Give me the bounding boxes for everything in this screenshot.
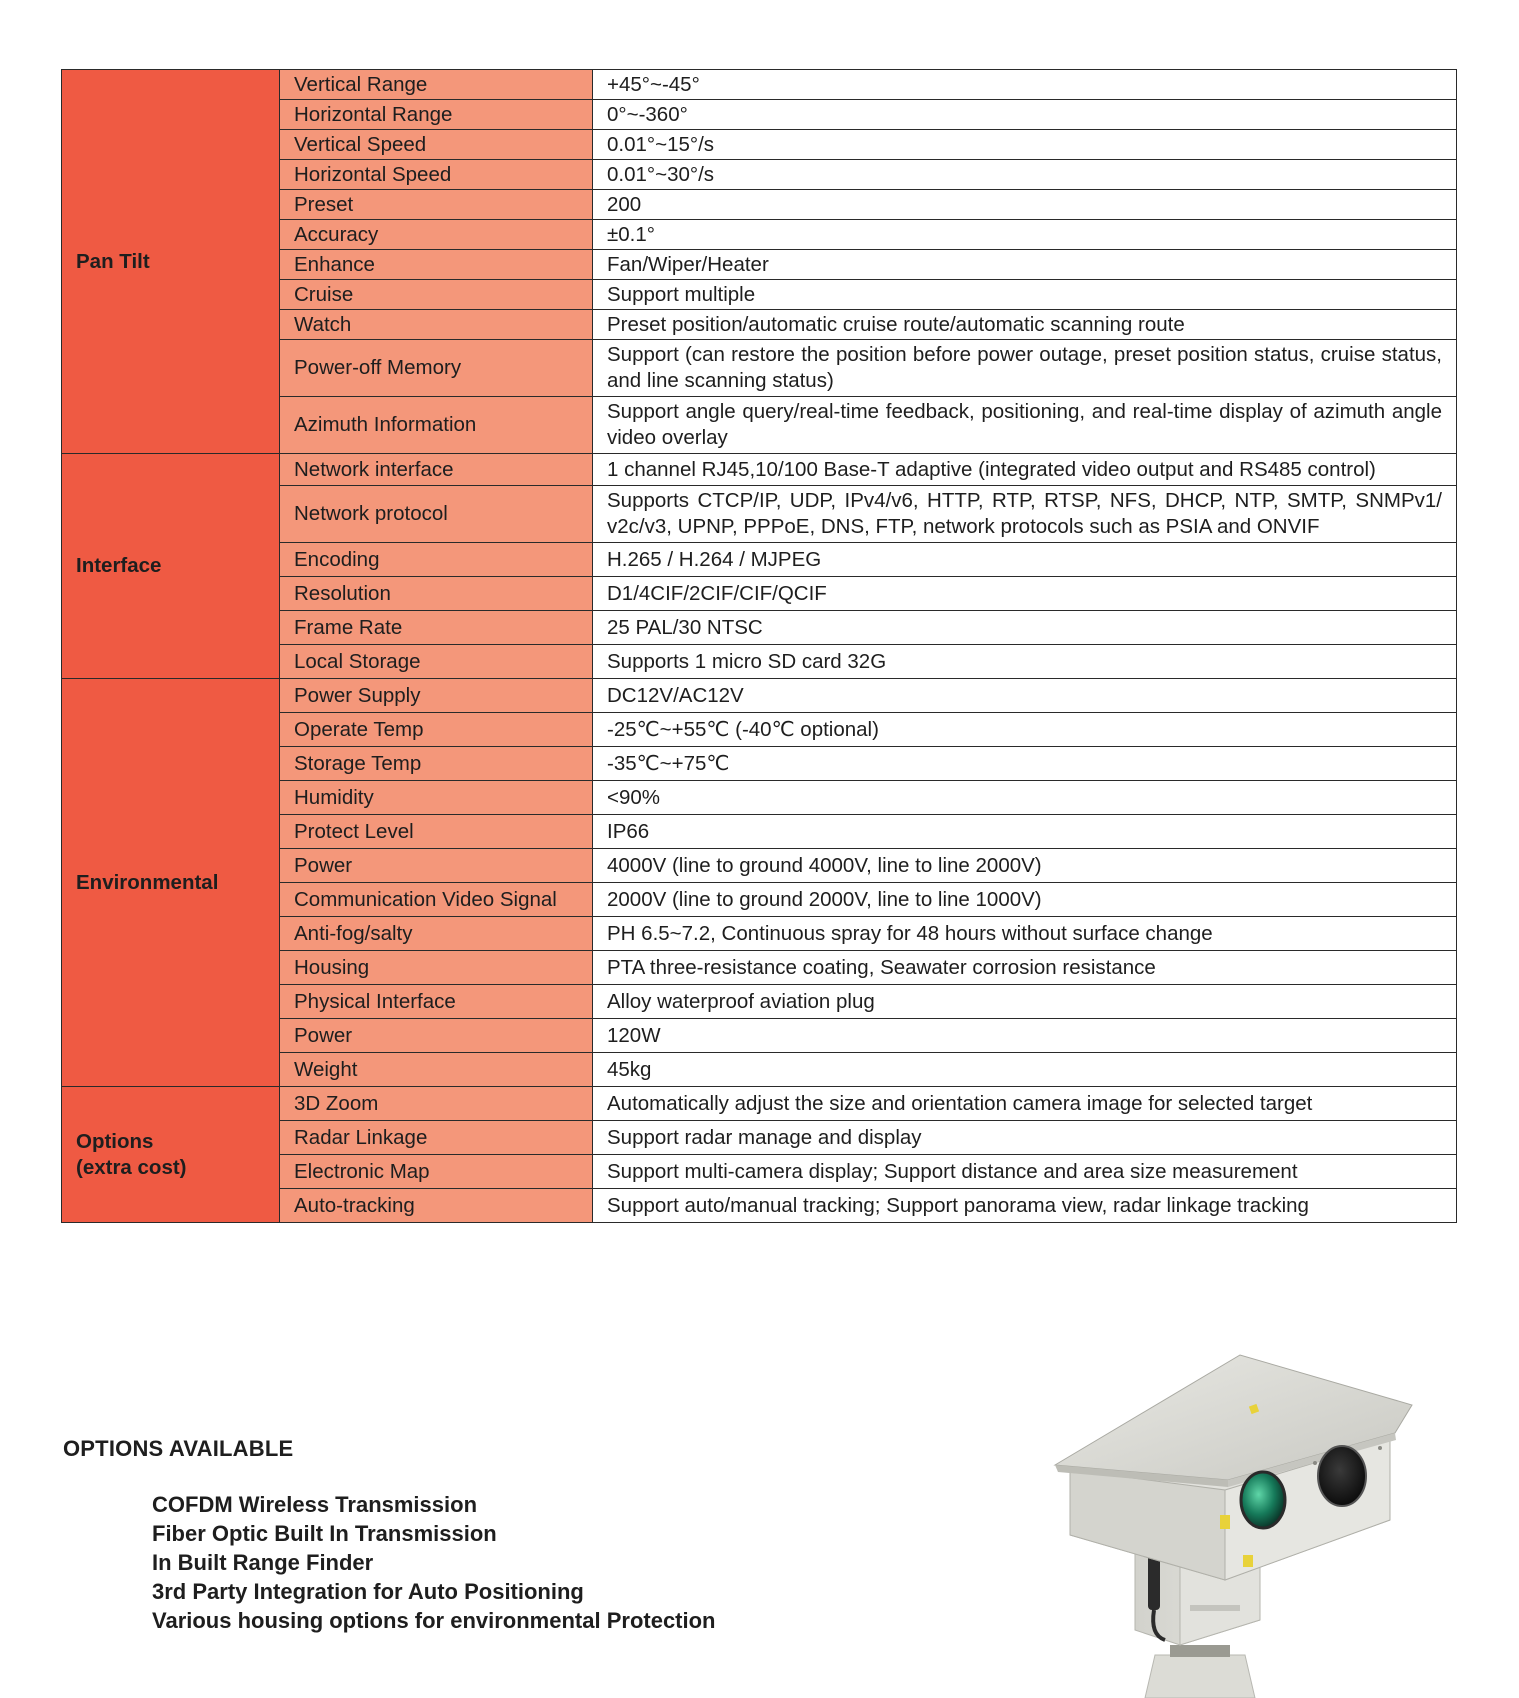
spec-category: Interface [62,454,280,679]
spec-value: Support auto/manual tracking; Support panorama view, radar linkage tracking [593,1189,1457,1223]
spec-value: 0.01°~15°/s [593,130,1457,160]
spec-value: Supports CTCP/IP, UDP, IPv4/v6, HTTP, RTP, RTSP, NFS, DHCP, NTP, SMTP, SNMPv1/ v2c/v3, UPNP, PPPoE, DNS, FTP, network protocols such as PSIA and ONVIF [593,486,1457,543]
spec-value: 0.01°~30°/s [593,160,1457,190]
spec-value: -35℃~+75℃ [593,747,1457,781]
ptz-camera-image [1050,1345,1420,1698]
spec-value: 25 PAL/30 NTSC [593,611,1457,645]
spec-param: Encoding [280,543,593,577]
spec-param: Enhance [280,250,593,280]
spec-value: Support angle query/real-time feedback, positioning, and real-time display of azimuth angle video overlay [593,397,1457,454]
option-item: Fiber Optic Built In Transmission [152,1521,497,1546]
spec-table-body [62,70,1457,1223]
spec-category: Options (extra cost) [62,1087,280,1223]
spec-value: ±0.1° [593,220,1457,250]
spec-param: Power-off Memory [280,340,593,397]
spec-value: 200 [593,190,1457,220]
spec-category: Pan Tilt [62,70,280,454]
spec-param: Storage Temp [280,747,593,781]
spec-value: Preset position/automatic cruise route/automatic scanning route [593,310,1457,340]
option-item: 3rd Party Integration for Auto Positioning [152,1579,584,1604]
spec-category: Environmental [62,679,280,1087]
spec-value: H.265 / H.264 / MJPEG [593,543,1457,577]
spec-param: Anti-fog/salty [280,917,593,951]
spec-value: PTA three-resistance coating, Seawater corrosion resistance [593,951,1457,985]
spec-param: Power [280,1019,593,1053]
spec-param: Horizontal Range [280,100,593,130]
spec-value: <90% [593,781,1457,815]
spec-param: Weight [280,1053,593,1087]
spec-param: Power Supply [280,679,593,713]
spec-param: 3D Zoom [280,1087,593,1121]
spec-param: Watch [280,310,593,340]
spec-param: Preset [280,190,593,220]
spec-param: Cruise [280,280,593,310]
spec-param: Radar Linkage [280,1121,593,1155]
spec-param: Auto-tracking [280,1189,593,1223]
spec-value: Support radar manage and display [593,1121,1457,1155]
options-list [152,1490,963,1635]
spec-param: Electronic Map [280,1155,593,1189]
option-item: COFDM Wireless Transmission [152,1492,478,1517]
spec-param: Humidity [280,781,593,815]
spec-param: Vertical Range [280,70,593,100]
spec-param: Horizontal Speed [280,160,593,190]
spec-param: Network protocol [280,486,593,543]
spec-value: Support multi-camera display; Support distance and area size measurement [593,1155,1457,1189]
spec-value: Automatically adjust the size and orientation camera image for selected target [593,1087,1457,1121]
spec-value: Support multiple [593,280,1457,310]
option-item: Various housing options for environmental Protection [152,1608,716,1633]
spec-value: PH 6.5~7.2, Continuous spray for 48 hours without surface change [593,917,1457,951]
spec-param: Network interface [280,454,593,486]
spec-value: 0°~-360° [593,100,1457,130]
spec-param: Operate Temp [280,713,593,747]
option-item: In Built Range Finder [152,1550,374,1575]
spec-row [62,1087,1457,1121]
options-available-section [63,1436,963,1635]
spec-value: 1 channel RJ45,10/100 Base-T adaptive (integrated video output and RS485 control) [593,454,1457,486]
spec-param: Azimuth Information [280,397,593,454]
spec-value: IP66 [593,815,1457,849]
spec-param: Housing [280,951,593,985]
spec-param: Resolution [280,577,593,611]
spec-value: 4000V (line to ground 4000V, line to line 2000V) [593,849,1457,883]
spec-param: Physical Interface [280,985,593,1019]
spec-value: Support (can restore the position before power outage, preset position status, cruise status, and line scanning status) [593,340,1457,397]
spec-row [62,679,1457,713]
spec-row [62,454,1457,486]
spec-param: Local Storage [280,645,593,679]
spec-value: +45°~-45° [593,70,1457,100]
spec-param: Frame Rate [280,611,593,645]
spec-param: Communication Video Signal [280,883,593,917]
spec-value: Alloy waterproof aviation plug [593,985,1457,1019]
spec-value: 120W [593,1019,1457,1053]
spec-table [61,69,1457,1223]
spec-value: -25℃~+55℃ (-40℃ optional) [593,713,1457,747]
spec-value: 45kg [593,1053,1457,1087]
options-heading: OPTIONS AVAILABLE [63,1436,294,1461]
spec-param: Vertical Speed [280,130,593,160]
spec-param: Power [280,849,593,883]
spec-value: Supports 1 micro SD card 32G [593,645,1457,679]
spec-value: 2000V (line to ground 2000V, line to line 1000V) [593,883,1457,917]
spec-value: DC12V/AC12V [593,679,1457,713]
spec-value: D1/4CIF/2CIF/CIF/QCIF [593,577,1457,611]
spec-param: Protect Level [280,815,593,849]
spec-param: Accuracy [280,220,593,250]
spec-value: Fan/Wiper/Heater [593,250,1457,280]
spec-row [62,70,1457,100]
